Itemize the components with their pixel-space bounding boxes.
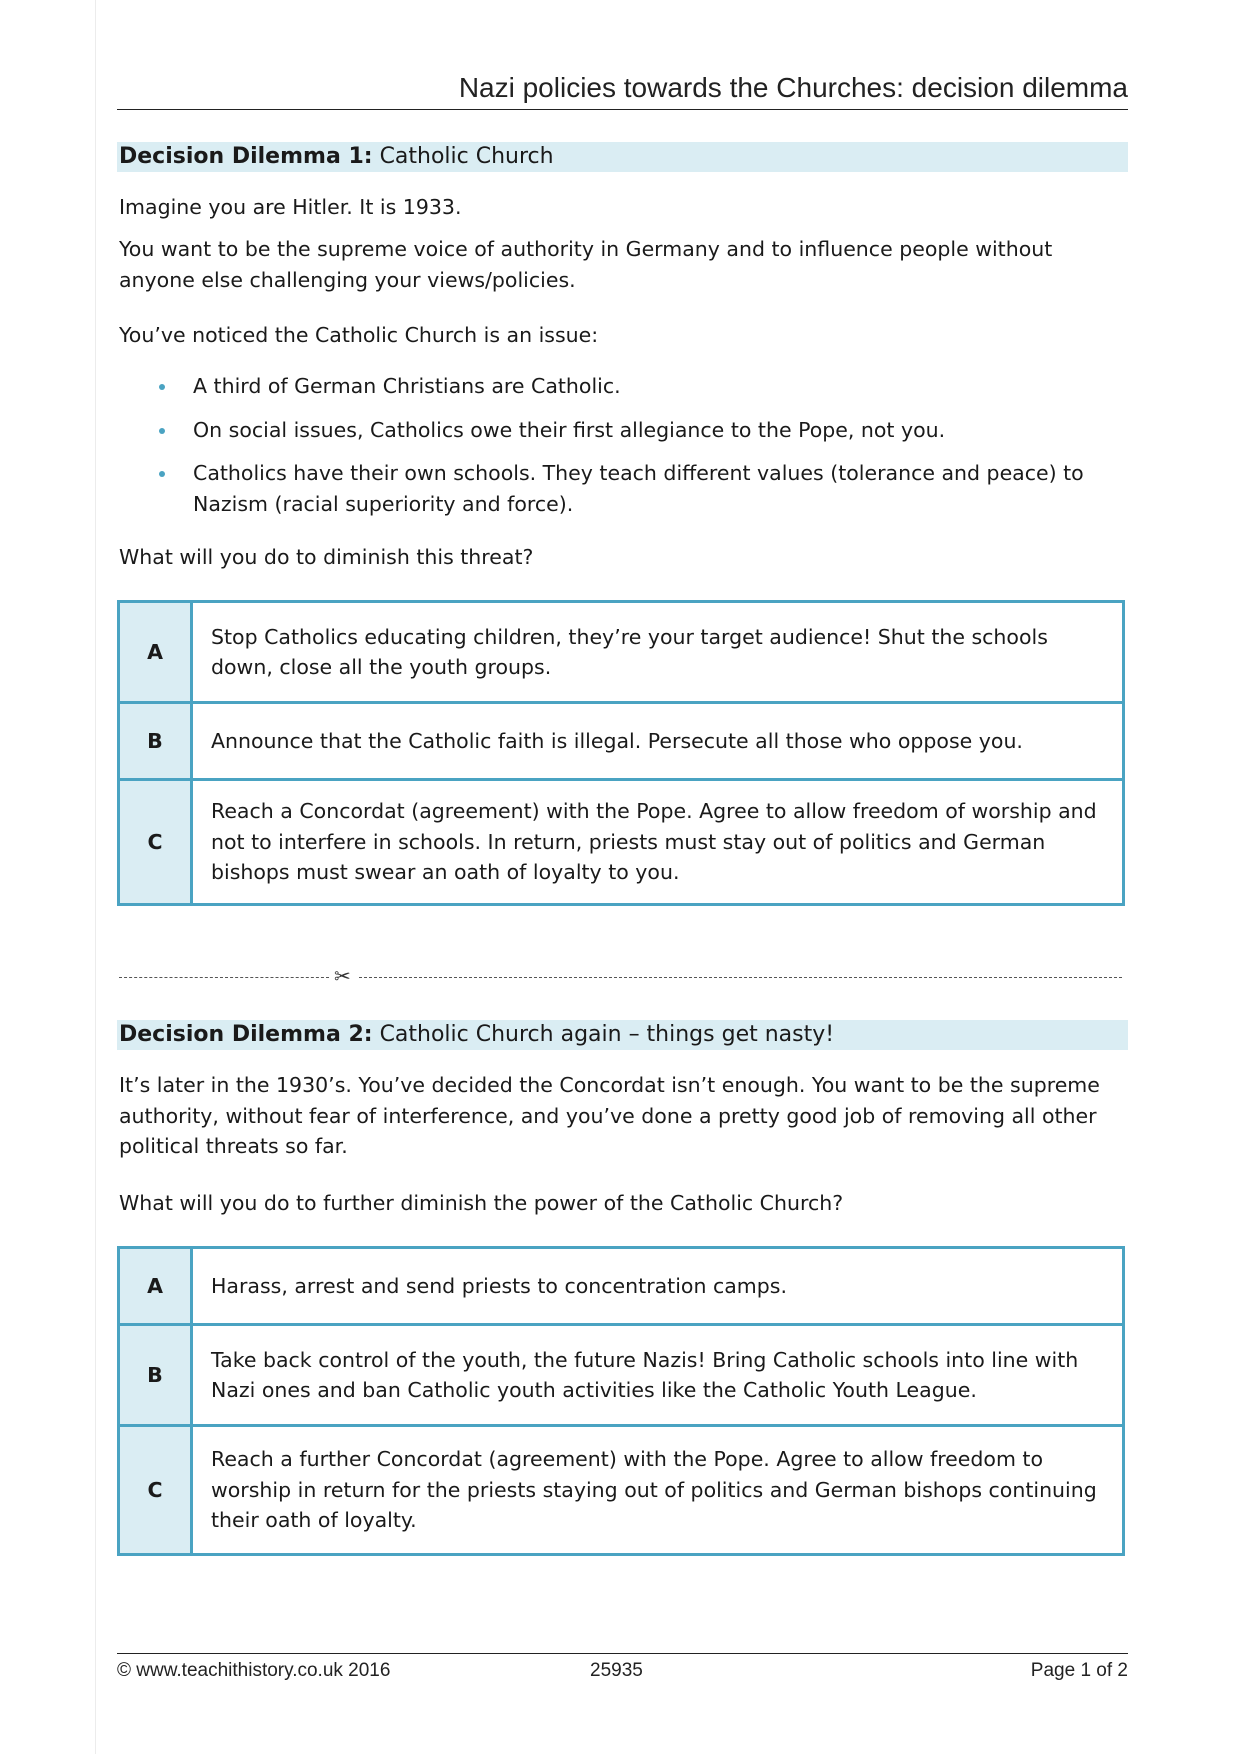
cut-dash-left xyxy=(119,977,329,978)
option-text: Reach a Concordat (agreement) with the Pope. Agree to allow freedom of worship and not to interfere in schools. In return, priests must stay out of politics and German bishops must swear an oath of loyalty to you. xyxy=(211,799,1097,885)
header-divider xyxy=(117,109,1128,110)
dilemma-2-heading-bold: Decision Dilemma 2: xyxy=(119,1022,373,1047)
bullet-icon xyxy=(159,471,165,477)
option-letter: C xyxy=(120,1427,193,1553)
dilemma-1-options-table xyxy=(117,600,1125,906)
dilemma-1-intro-2: You want to be the supreme voice of authority in Germany and to influence people without anyone else challenging your views/policies. xyxy=(119,237,1053,292)
table-row[interactable] xyxy=(120,603,1122,704)
dilemma-2-intro: It’s later in the 1930’s. You’ve decided the Concordat isn’t enough. You want to be the supreme authority, without fear of interference, and you’ve done a pretty good job of removing all other political threats so far. xyxy=(119,1073,1100,1158)
bullet-icon xyxy=(159,428,165,434)
list-item: A third of German Christians are Catholic. xyxy=(117,371,1128,402)
dilemma-2-question: What will you do to further diminish the power of the Catholic Church? xyxy=(119,1191,844,1215)
table-row[interactable] xyxy=(120,1326,1122,1427)
footer-page-number: Page 1 of 2 xyxy=(1030,1660,1128,1681)
footer-copyright: © www.teachithistory.co.uk 2016 xyxy=(117,1660,391,1681)
margin-rule xyxy=(95,0,96,1754)
option-text: Stop Catholics educating children, they’re your target audience! Shut the schools down, close all the youth groups. xyxy=(211,624,1048,679)
dilemma-1-bullet-list xyxy=(117,371,1128,532)
dilemma-1-intro-1: Imagine you are Hitler. It is 1933. xyxy=(119,195,462,219)
dilemma-1-heading-text: Catholic Church xyxy=(379,144,554,169)
bullet-icon xyxy=(159,384,165,390)
table-row[interactable] xyxy=(120,1427,1122,1553)
scissors-icon: ✂ xyxy=(334,964,351,988)
footer-divider xyxy=(117,1653,1128,1654)
cut-line xyxy=(119,964,1122,988)
list-item: Catholics have their own schools. They teach different values (tolerance and peace) to Nazism (racial superiority and force). xyxy=(117,458,1128,519)
dilemma-1-intro-3: You’ve noticed the Catholic Church is an issue: xyxy=(119,323,599,347)
dilemma-1-heading xyxy=(117,142,1128,172)
page-title: Nazi policies towards the Churches: decision dilemma xyxy=(458,72,1128,103)
list-item: On social issues, Catholics owe their first allegiance to the Pope, not you. xyxy=(117,415,1128,446)
cut-dash-right xyxy=(359,977,1122,978)
option-letter: C xyxy=(120,781,193,903)
dilemma-2-heading xyxy=(117,1020,1128,1050)
option-text: Take back control of the youth, the future Nazis! Bring Catholic schools into line with Nazi ones and ban Catholic youth activities like the Catholic Youth League. xyxy=(211,1347,1079,1402)
table-row[interactable] xyxy=(120,704,1122,781)
option-letter: B xyxy=(120,704,193,778)
table-row[interactable] xyxy=(120,781,1122,903)
option-letter: B xyxy=(120,1326,193,1424)
table-row[interactable] xyxy=(120,1249,1122,1326)
worksheet-page xyxy=(117,0,1128,1754)
dilemma-2-heading-text: Catholic Church again – things get nasty! xyxy=(379,1022,835,1047)
option-text: Harass, arrest and send priests to concentration camps. xyxy=(211,1273,787,1298)
option-text: Announce that the Catholic faith is illegal. Persecute all those who oppose you. xyxy=(211,728,1023,753)
dilemma-2-options-table xyxy=(117,1246,1125,1556)
dilemma-1-heading-bold: Decision Dilemma 1: xyxy=(119,144,373,169)
option-letter: A xyxy=(120,1249,193,1323)
dilemma-1-question: What will you do to diminish this threat? xyxy=(119,545,534,569)
option-text: Reach a further Concordat (agreement) with the Pope. Agree to allow freedom to worship in return for the priests staying out of politics and German bishops continuing their oath of loyalty. xyxy=(211,1447,1097,1533)
option-letter: A xyxy=(120,603,193,701)
footer-resource-code: 25935 xyxy=(590,1660,643,1681)
